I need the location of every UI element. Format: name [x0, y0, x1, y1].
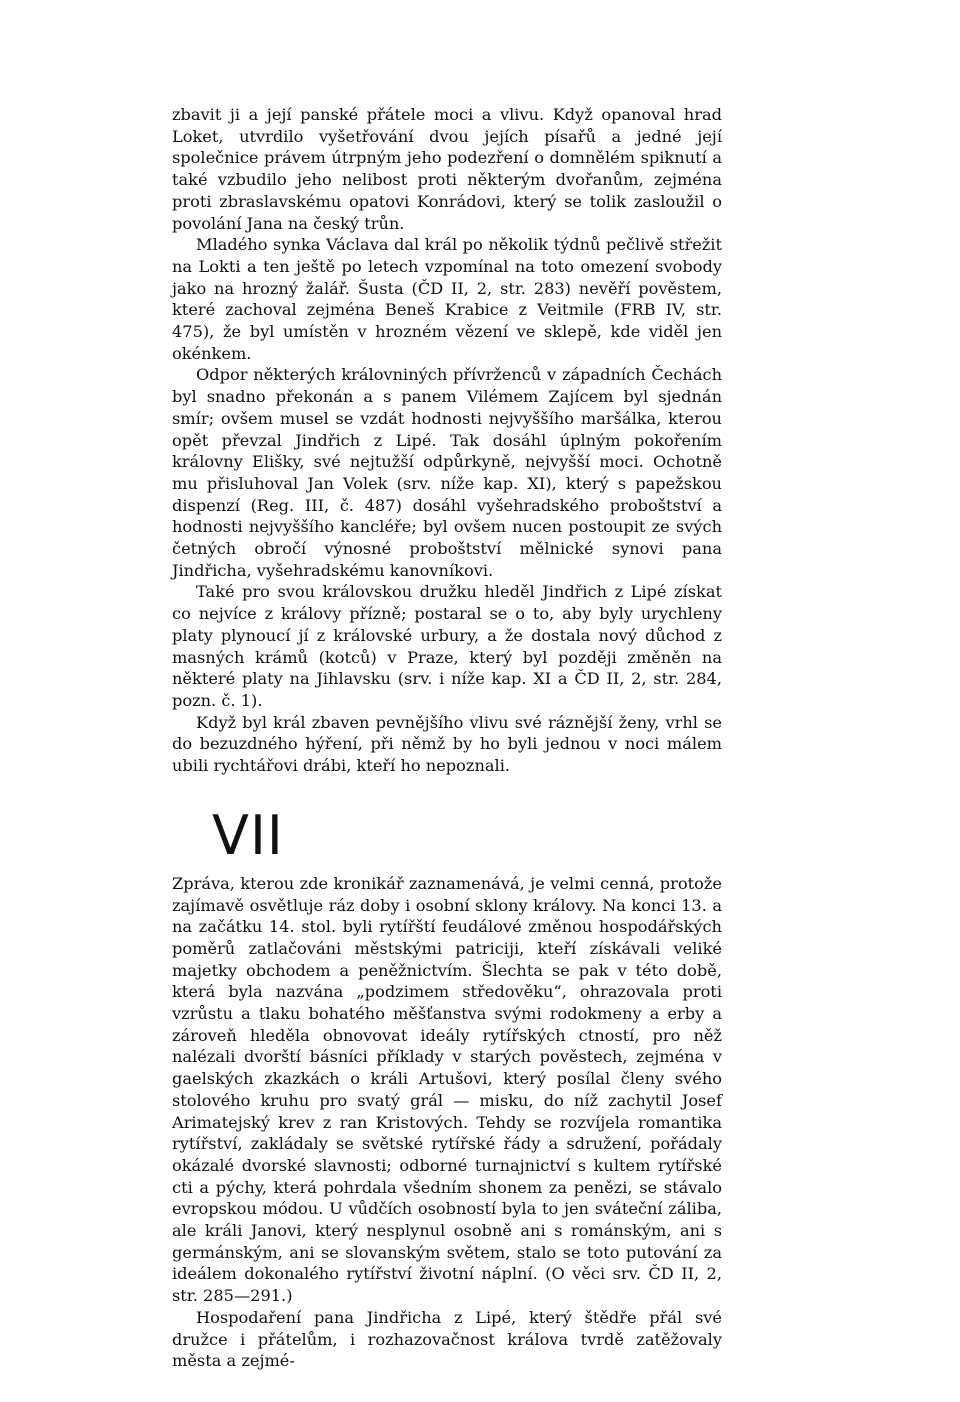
book-page — [172, 104, 722, 1372]
text-section-before-chapter — [172, 104, 722, 777]
paragraph: Mladého synka Václava dal král po několik týdnů pečlivě střežit na Lokti a ten ještě po letech vzpomínal na toto omezení svobody jako na hrozný žalář. Šusta (ČD II, 2, str. 283) nevěří pověstem, které zachoval zejména Beneš Krabice z Veitmile (FRB IV, str. 475), že byl umístěn v hrozném vězení ve sklepě, kde viděl jen okénkem. — [172, 235, 722, 363]
paragraph: Když byl král zbaven pevnějšího vlivu své ráznější ženy, vrhl se do bezuzdného hýření, při němž by ho byli jednou v noci málem ubili rychtářovi drábi, kteří ho nepoznali. — [172, 712, 722, 776]
chapter-heading: VII — [212, 803, 284, 867]
paragraph: Zpráva, kterou zde kronikář zaznamenává, je velmi cenná, protože zajímavě osvětluje ráz doby i osobní sklony královy. Na konci 13. a na začátku 14. stol. byli rytířští feudálové změnou hospodářských poměrů zatlačováni městskými patriciji, kteří získávali veliké majetky obchodem a peněžnictvím. Šlechta se pak v této době, která byla nazvána „podzimem středověku“, ohrazovala proti vzrůstu a tlaku bohatého měšťanstva svými rodokmeny a erby a zároveň hleděla obnovovat ideály rytířských ctností, pro něž nalézali dvorští básníci příklady v starých pověstech, zejména v gaelských zkazkách o králi Artušovi, který posílal členy svého stolového kruhu pro svatý grál — misku, do níž zachytil Josef Arimatejský krev z ran Kristových. Tehdy se rozvíjela romantika rytířství, zakládaly se světské rytířské řády a sdružení, pořádaly okázalé dvorské slavnosti; odborné turnajnictví s kultem rytířské cti a pýchy, která pohrdala všedním shonem za penězi, se stávalo evropskou módou. U vůdčích osobností byla to jen sváteční záliba, ale králi Janovi, který nesplynul osobně ani s románským, ani s germánským, ani se slovanským světem, stalo se toto putování za ideálem dokonalého rytířství životní náplní. (O věci srv. ČD II, 2, str. 285—291.) — [172, 873, 722, 1306]
paragraph: Hospodaření pana Jindřicha z Lipé, který štědře přál své družce i přátelům, i rozhazovačnost králova tvrdě zatěžovaly města a zejmé- — [172, 1307, 722, 1371]
paragraph: zbavit ji a její panské přátele moci a vlivu. Když opanoval hrad Loket, utvrdilo vyšetřování dvou jejích písařů a jedné její společnice právem útrpným jeho podezření o domnělém spiknutí a také vzbudilo jeho nelibost proti některým dvořanům, zejména proti zbraslavskému opatovi Konrádovi, který se tolik zasloužil o povolání Jana na český trůn. — [172, 105, 722, 233]
paragraph: Také pro svou královskou družku hleděl Jindřich z Lipé získat co nejvíce z královy přízně; postaral se o to, aby byly urychleny platy plynoucí jí z královské urbury, a že dostala nový důchod z masných krámů (kotců) v Praze, který byl později změněn na některé platy na Jihlavsku (srv. i níže kap. XI a ČD II, 2, str. 284, pozn. č. 1). — [172, 582, 722, 710]
text-section-chapter-body — [172, 873, 722, 1372]
paragraph: Odpor některých královniných přívrženců v západních Čechách byl snadno překonán a s panem Vilémem Zajícem byl sjednán smír; ovšem musel se vzdát hodnosti nejvyššího maršálka, kterou opět převzal Jindřich z Lipé. Tak dosáhl úplným pokořením královny Elišky, své nejtužší odpůrkyně, nejvyšší moci. Ochotně mu přisluhoval Jan Volek (srv. níže kap. XI), který s papežskou dispenzí (Reg. III, č. 487) dosáhl vyšehradského proboštství a hodnosti nejvyššího kancléře; byl ovšem nucen postoupit ze svých četných obročí výnosné proboštství mělnické synovi pana Jindřicha, vyšehradskému kanovníkovi. — [172, 365, 722, 580]
